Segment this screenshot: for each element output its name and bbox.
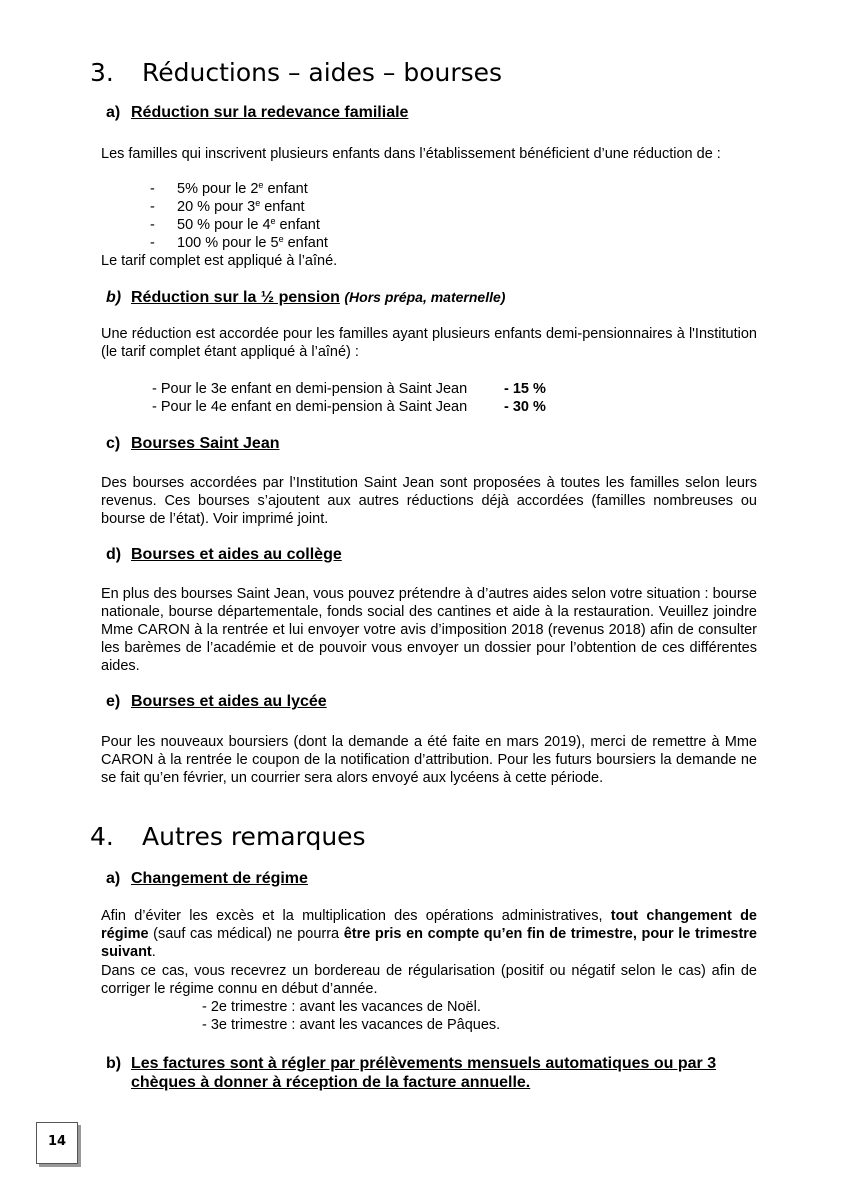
paragraph-3b: Une réduction est accordée pour les familles ayant plusieurs enfants demi-pensionnaires à l'Institution (le tarif complet étant appliqué à l’aîné) : [101,326,757,360]
subsection-3c-heading [106,435,280,453]
subsection-note: (Hors prépa, maternelle) [344,289,506,305]
subsection-3b-heading [106,289,505,307]
subsection-3a-heading [106,104,408,122]
section-number: 4. [90,822,114,851]
section-title: Autres remarques [142,822,366,851]
list-item: - Pour le 3e enfant en demi-pension à Saint Jean - 15 % [152,381,546,397]
section-4-heading [90,822,366,851]
subsection-title: Bourses Saint Jean [131,435,280,452]
subsection-title: Changement de régime [131,870,308,887]
paragraph-4a-1: Afin d’éviter les excès et la multiplication des opérations administratives, tout changement de régime (sauf cas médical) ne pourra être pris en compte qu’en fin de trimestre, pour le trimestre suivant. [101,908,757,960]
paragraph-3a-outro: Le tarif complet est appliqué à l’aîné. [101,253,338,269]
subsection-title: Réduction sur la redevance familiale [131,104,409,121]
subsection-letter: e) [106,693,121,710]
section-title: Réductions – aides – bourses [142,58,503,87]
subsection-title: Réduction sur la ½ pension [131,289,340,306]
list-item: - 50 % pour le 4e enfant [150,216,320,233]
paragraph-3c: Des bourses accordées par l’Institution Saint Jean sont proposées à toutes les familles selon leurs revenus. Ces bourses s’ajoutent aux autres réductions déjà accordées (familles nombreuses ou bourse de l’état). Voir imprimé joint. [101,475,757,527]
subsection-4b-heading [106,1054,758,1092]
page-number-box [36,1122,78,1164]
subsection-3d-heading [106,546,342,564]
subsection-title: Les factures sont à régler par prélèvements mensuels automatiques ou par 3 chèques à donner à réception de la facture annuelle. [131,1055,717,1091]
list-item: - 3e trimestre : avant les vacances de Pâques. [202,1017,501,1033]
paragraph-3a-intro: Les familles qui inscrivent plusieurs enfants dans l’établissement bénéficient d’une réduction de : [101,146,721,162]
subsection-letter: a) [106,870,121,887]
subsection-3e-heading [106,693,327,711]
subsection-letter: d) [106,546,122,563]
subsection-title: Bourses et aides au collège [131,546,342,563]
section-number: 3. [90,58,114,87]
subsection-4a-heading [106,870,308,888]
list-item: - 2e trimestre : avant les vacances de Noël. [202,999,481,1015]
subsection-letter: b) [106,1055,122,1072]
subsection-letter: c) [106,435,121,452]
page-number: 14 [47,1134,67,1149]
subsection-letter: a) [106,104,121,121]
paragraph-3d: En plus des bourses Saint Jean, vous pouvez prétendre à d’autres aides selon votre situation : bourse nationale, bourse départementale, fonds social des cantines et aide à la restauration. Veuillez joindre Mme CARON à la rentrée et lui envoyer votre avis d’imposition 2018 (revenus 2018) afin de consulter les barèmes de l’académie et de pouvoir vous envoyer un dossier pour l’obtention de ces différentes aides. [101,586,757,674]
paragraph-4a-2: Dans ce cas, vous recevrez un bordereau de régularisation (positif ou négatif selon le cas) afin de corriger le régime connu en début d’année. [101,963,757,997]
paragraph-3e: Pour les nouveaux boursiers (dont la demande a été faite en mars 2019), merci de remettre à Mme CARON à la rentrée le coupon de la notification d’attribution. Pour les futurs boursiers la demande ne se fait qu’en février, un courrier sera alors envoyé aux lycéens à cette période. [101,734,757,786]
list-item: - 100 % pour le 5e enfant [150,234,328,251]
section-3-heading [90,58,502,87]
list-item: - 20 % pour 3e enfant [150,198,305,215]
list-item: - Pour le 4e enfant en demi-pension à Saint Jean - 30 % [152,399,546,415]
subsection-title: Bourses et aides au lycée [131,693,327,710]
subsection-letter: b) [106,289,122,306]
list-item: - 5% pour le 2e enfant [150,180,308,197]
